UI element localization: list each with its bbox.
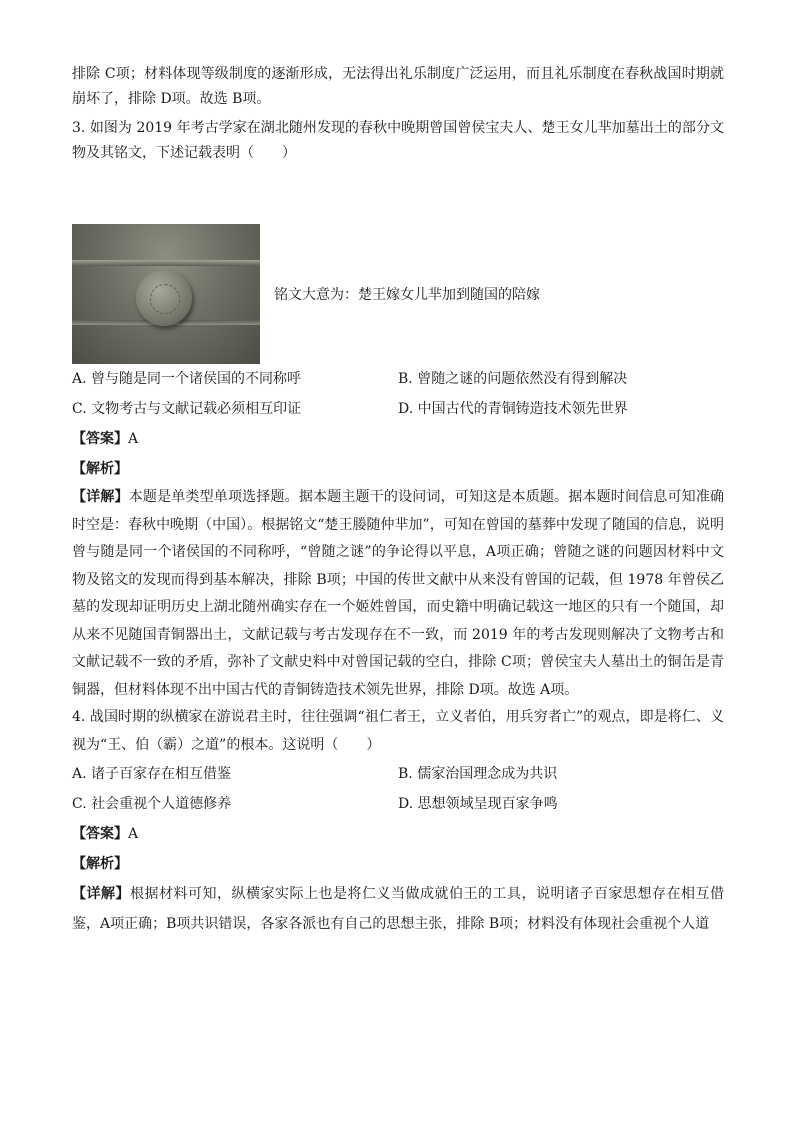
answer-value: A	[128, 431, 139, 447]
option-d: D. 思想领域呈现百家争鸣	[398, 796, 558, 812]
question-4-stem: 4. 战国时期的纵横家在游说君主时，往往强调“祖仁者王，立义者伯，用兵穷者亡”的观点，即是将仁、义视为“王、伯（霸）之道”的根本。这说明（ ）	[72, 709, 724, 753]
answer-value: A	[128, 826, 139, 842]
question-4-options	[72, 759, 724, 819]
question-3-options	[72, 364, 724, 424]
question-4-detail	[72, 879, 724, 939]
question-3-analysis-label: 【解析】	[72, 461, 128, 477]
detail-label: 【详解】	[72, 886, 130, 902]
option-a: A. 诸子百家存在相互借鉴	[72, 766, 232, 782]
option-a: A. 曾与随是同一个诸侯国的不同称呼	[72, 371, 302, 387]
question-4-answer	[72, 819, 724, 849]
question-3-detail	[72, 484, 724, 704]
continued-paragraph: 排除 C项；材料体现等级制度的逐渐形成，无法得出礼乐制度广泛运用，而且礼乐制度在春秋战国时期就崩坏了，排除 D项。故选 B项。	[72, 66, 724, 107]
question-3-figure	[72, 224, 724, 364]
bronze-artifact-photo	[72, 224, 260, 364]
question-4-analysis-label: 【解析】	[72, 856, 128, 872]
figure-caption: 铭文大意为：楚王嫁女儿芈加到随国的陪嫁	[274, 287, 540, 303]
option-c: C. 社会重视个人道德修养	[72, 796, 232, 812]
answer-label: 【答案】	[72, 431, 128, 447]
option-b: B. 儒家治国理念成为共识	[398, 766, 558, 782]
option-d: D. 中国古代的青铜铸造技术领先世界	[398, 401, 628, 417]
question-3-stem: 3. 如图为 2019 年考古学家在湖北随州发现的春秋中晚期曾国曾侯宝夫人、楚王女儿芈加墓出土的部分文物及其铭文，下述记载表明（ ）	[72, 120, 724, 161]
detail-label: 【详解】	[72, 489, 129, 505]
question-3-answer	[72, 424, 724, 454]
detail-text: 根据材料可知，纵横家实际上也是将仁义当做成就伯王的工具，说明诸子百家思想存在相互借鉴，A项正确；B项共识错误，各家各派也有自己的思想主张，排除 B项；材料没有体现社会重视个人道	[72, 886, 724, 932]
detail-text: 本题是单类型单项选择题。据本题主题干的设问词，可知这是本质题。据本题时间信息可知准确时空是：春秋中晚期（中国）。根据铭文“楚王媵随仲芈加”，可知在曾国的墓葬中发现了随国的信息，说明曾与随是同一个诸侯国的不同称呼，“曾随之谜”的争论得以平息，A项正确；曾随之谜的问题因材料中文物及铭文的发现而得到基本解决，排除 B项；中国的传世文献中从来没有曾国的记载，但 1978 年曾侯乙墓的发现却证明历史上湖北随州确实存在一个姬姓曾国，而史籍中明确记载这一地区的只有一个随国，却从来不见随国青铜器出土，文献记载与考古发现存在不一致，而 2019 年的考古发现则解决了文物考古和文献记载不一致的矛盾，弥补了文献史料中对曾国记载的空白，排除 C项；曾侯宝夫人墓出土的铜缶是青铜器，但材料体现不出中国古代的青铜铸造技术领先世界，排除 D项。故选 A项。	[72, 489, 725, 698]
option-b: B. 曾随之谜的问题依然没有得到解决	[398, 371, 628, 387]
answer-label: 【答案】	[72, 826, 128, 842]
option-c: C. 文物考古与文献记载必须相互印证	[72, 401, 302, 417]
document-page	[72, 62, 724, 939]
